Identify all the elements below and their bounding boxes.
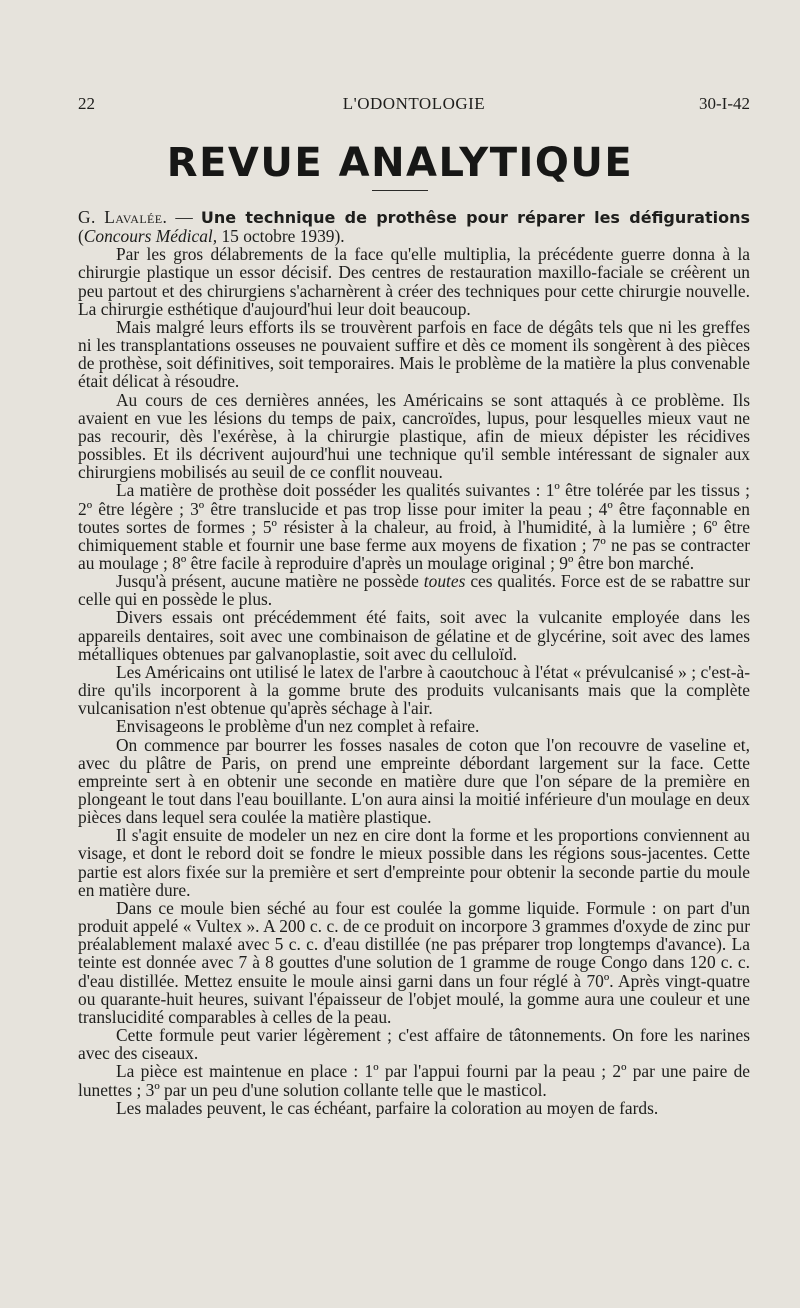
paragraph-text: ces qualités. Force est de se rabattre sur celle qui en possède le plus.: [78, 571, 751, 610]
paragraph: La pièce est maintenue en place : 1º par l'appui fourni par la peau ; 2º par une paire de lunettes ; 3º par un peu d'une solution collante telle que le masticol.: [78, 1061, 750, 1100]
article-heading: [78, 208, 750, 245]
heading-dash: —: [167, 207, 201, 227]
paragraph: Les malades peuvent, le cas échéant, parfaire la coloration au moyen de fards.: [116, 1097, 659, 1118]
paragraph: Au cours de ces dernières années, les Américains se sont attaqués à ce problème. Ils avaient en vue les lésions du temps de paix, cancroïdes, lupus, pour lesquelles mieux vaut ne pas recourir, dès l'exérèse, à la chirurgie plastique, afin de mieux dépister les récidives possibles. Et ils décrivent aujourd'hui une technique qu'il semble intéressant de signaler aux chirurgiens mobilisés au seuil de ce conflit nouveau.: [78, 389, 750, 483]
section-title: REVUE ANALYTIQUE: [166, 140, 634, 186]
page-number: 22: [78, 94, 95, 113]
emphasis-text: toutes: [423, 571, 466, 592]
paragraph: Mais malgré leurs efforts ils se trouvèrent parfois en face de dégâts tels que ni les greffes ni les transplantations osseuses ne pouvaient suffire et dès ce moment ils songèrent à des pièces de prothèse, soit définitives, soit temporaires. Mais le problème de la matière la plus convenable était délicat à résoudre.: [78, 316, 750, 392]
paragraph: La matière de prothèse doit posséder les qualités suivantes : 1º être tolérée par les tissus ; 2º être légère ; 3º être translucide et pas trop lisse pour imiter la peau ; 4º être façonnable en toutes sortes de formes ; 5º résister à la chaleur, au froid, à l'humidité, à la lumière ; 6º être chimiquement stable et fournir une base ferme aux moyens de fixation ; 7º ne pas se contracter au moulage ; 8º être facile à reproduire d'après un moulage original ; 9º être bon marché.: [78, 480, 750, 573]
paragraph: Divers essais ont précédemment été faits, soit avec la vulcanite employée dans les appareils dentaires, soit avec une combinaison de gélatine et de glycérine, soit avec des lames métalliques obtenues par galvanoplastie, soit avec du celluloïd.: [78, 607, 750, 664]
paragraph-text: Jusqu'à présent, aucune matière ne possède: [116, 571, 424, 592]
running-head: [78, 94, 750, 114]
source-open: (: [78, 226, 84, 247]
paragraph: Par les gros délabrements de la face qu'elle multiplia, la précédente guerre donna à la chirurgie plastique un essor décisif. Des centres de restauration maxillo-faciale se créèrent un peu partout et des chirurgiens s'acharnèrent à créer des techniques pour cette chirurgie nouvelle. La chirurgie esthétique d'aujourd'hui leur doit beaucoup.: [78, 244, 750, 319]
paragraph: Envisageons le problème d'un nez complet à refaire.: [116, 716, 480, 737]
paragraph: Cette formule peut varier légèrement ; c'est affaire de tâtonnements. On fore les narines avec des ciseaux.: [78, 1025, 750, 1064]
paragraph: On commence par bourrer les fosses nasales de coton que l'on recouvre de vaseline et, avec du plâtre de Paris, on prend une empreinte débordant largement sur la face. Cette empreinte sert à en obtenir une seconde en matière dure que l'on sépare de la première en plongeant le tout dans l'eau bouillante. L'on aura ainsi la moitié inférieure d'un moulage en deux pièces dans lequel sera coulée la matière plastique.: [78, 734, 750, 828]
title-divider: [372, 190, 428, 191]
paragraph: Il s'agit ensuite de modeler un nez en cire dont la forme et les proportions conviennent au visage, et dont le rebord doit se fondre le mieux possible dans les régions sous-jacentes. Cette partie est alors fixée sur la première et sert d'empreinte pour obtenir la seconde partie du moule en matière dure.: [78, 825, 750, 900]
paragraph: Les Américains ont utilisé le latex de l'arbre à caoutchouc à l'état « prévulcanisé » ; c'est-à-dire qu'ils incorporent à la gomme brute des produits vulcanisants mais que la complète vulcanisation n'est obtenue qu'après séchage à l'air.: [78, 661, 750, 719]
article-source: Concours Médical,: [83, 226, 218, 247]
article-body: [78, 208, 750, 1117]
issue-date: 30-I-42: [699, 94, 750, 113]
article-author: G. Lavalée.: [78, 207, 168, 227]
article-source-date: 15 octobre 1939).: [217, 226, 345, 247]
journal-name: L'ODONTOLOGIE: [342, 94, 486, 113]
paragraph: [78, 572, 750, 608]
article-title: Une technique de prothêse pour réparer les défigurations: [200, 208, 750, 227]
paragraph: Dans ce moule bien séché au four est coulée la gomme liquide. Formule : on part d'un produit appelé « Vultex ». A 200 c. c. de ce produit on incorpore 3 grammes d'oxyde de zinc pur préalablement malaxé avec 5 c. c. d'eau distillée (ne pas préparer trop longtemps d'avance). La teinte est donnée avec 7 à 8 gouttes d'une solution de 1 gramme de rouge Congo dans 120 c. c. d'eau distillée. Mettez ensuite le moule ainsi garni dans un four réglé à 70º. Après vingt-quatre ou quarante-huit heures, suivant l'épaisseur de l'objet moulé, la gomme aura une couleur et une translucidité comparables à celles de la peau.: [78, 897, 750, 1027]
